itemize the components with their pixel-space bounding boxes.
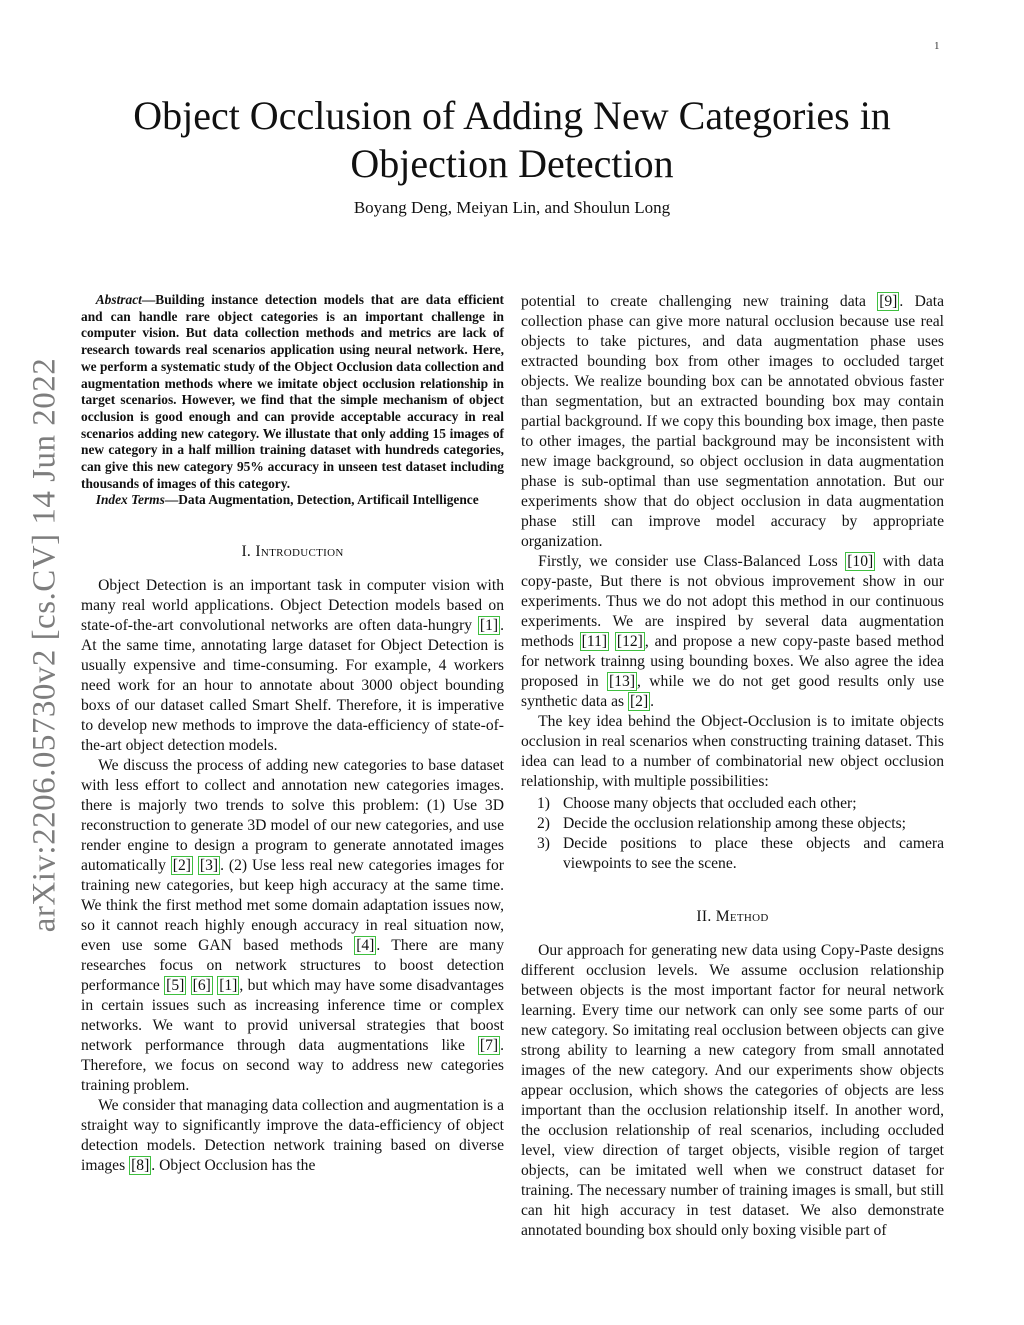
- list-item: 1) Choose many objects that occluded each other;: [537, 795, 857, 812]
- right-column: [521, 292, 944, 1241]
- author-list: Boyang Deng, Meiyan Lin, and Shoulun Long: [353, 198, 671, 217]
- section-heading-method: II. Method: [696, 908, 769, 925]
- index-terms: [81, 492, 504, 509]
- paper-title: Object Occlusion of Adding New Categories in Objection Detection: [133, 93, 891, 186]
- page-number: 1: [934, 40, 940, 52]
- possibilities-list: [521, 794, 944, 874]
- citation-link[interactable]: [1]: [219, 977, 238, 995]
- citation-link[interactable]: [10]: [847, 553, 874, 570]
- intro-paragraph-5: The key idea behind the Object-Occlusion is to imitate objects occlusion in real scenarios when constructing training dataset. This idea can lead to a number of combinatorial new object occlusion relationship, with multiple possibilities:: [521, 713, 944, 790]
- citation-link[interactable]: [13]: [609, 673, 636, 690]
- citation-link[interactable]: [5]: [166, 977, 185, 995]
- citation-link[interactable]: [9]: [879, 293, 898, 310]
- abstract: [81, 292, 504, 492]
- list-item: 2) Decide the occlusion relationship among these objects;: [537, 815, 906, 832]
- citation-link[interactable]: [6]: [192, 977, 211, 995]
- left-column: [81, 292, 504, 1176]
- arxiv-identifier-text: arXiv:2206.05730v2 [cs.CV] 14 Jun 2022: [26, 357, 63, 933]
- list-item: 3) Decide positions to place these objects and camera viewpoints to see the scene.: [537, 835, 944, 872]
- intro-paragraph-4: Firstly, we consider use Class-Balanced Loss [10] with data copy-paste, But there is not obvious improvement show in our experiments. Thus we do not adopt this method in our continuous experiments. We are inspired by several data augmentation methods [11] [12] , and propose a new copy-paste based method for network trainng using bounding boxes. We also agree the idea proposed in [13] , while we do not get good results only use synthetic data as [2] .: [521, 553, 945, 710]
- intro-paragraph-2: We discuss the process of adding new categories to base dataset with less effort to collect and annotation new categories images. there is majorly two trends to solve this problem: (1) Use 3D reconstruction to generate 3D model of our new categories, and use render engine to design a program to generate annotated images automatically [2] [3] . (2) Use less real new categories images for training new categories, but keep high accuracy at the same time. We think the first method met some domain adaptation issues now, so it cannot reach highly enough accuracy in real situation now, even use some GAN based methods [4] . There are many researches focus on network structures to boost detection performance [5] [6] [1] , but which may have some disadvantages in certain issues such as increasing inference time or complex networks. We want to provid universal strategies that boost network performance through data augmentations like [7] . Therefore, we focus on second way to address new categories training problem.: [81, 757, 504, 1095]
- intro-paragraph-3-continued: potential to create challenging new training data [9] . Data collection phase can give more natural occlusion because use real objects to take pictures, and data augmentation phase uses extracted bounding box from other images to occluded target objects. We realize bounding box can be annotated obvious faster than segmentation, but an extracted bounding box may contain partial background. If we copy this bounding box image, then paste to other images, the partial background may be inconsistent with new image background, so object occlusion in data augmentation phase is sub-optimal than use segmentation annotation. But our experiments show that do object occlusion in data augmentation phase still can improve model accuracy by appropriate organization.: [521, 293, 945, 550]
- citation-link[interactable]: [2]: [629, 693, 649, 710]
- citation-link[interactable]: [11]: [581, 633, 608, 650]
- citation-link[interactable]: [7]: [479, 1037, 499, 1055]
- citation-link[interactable]: [3]: [199, 857, 219, 875]
- section-heading-introduction: I. Introduction: [241, 543, 344, 561]
- abstract-text: —Building instance detection models that are data efficient and can handle rare object categories is an important challenge in computer vision. But data collection methods and metrics are lack of research towards real scenarios application using neural network. Here, we perform a systematic study of the Object Occlusion data collection and augmentation methods where we imitate object occlusion relationship in target scenarios. However, we find that the simple mechanism of object occlusion is good enough and can provide acceptable accuracy in real scenarios adding new category. We illustate that only adding 15 images of new category in a half million training dataset with hundreds categories, can give this new category 95% accuracy in unseen test dataset including thousands of images of this category.: [81, 292, 504, 491]
- arxiv-identifier: [20, 350, 70, 940]
- index-terms-text: —Data Augmentation, Detection, Artificail Intelligence: [164, 492, 479, 508]
- citation-link[interactable]: [2]: [172, 857, 191, 875]
- index-terms-label: Index Terms: [95, 492, 165, 508]
- citation-link[interactable]: [1]: [479, 617, 499, 635]
- citation-link[interactable]: [4]: [356, 937, 375, 955]
- intro-paragraph-1: Object Detection is an important task in computer vision with many real world applications. Object Detection models based on state-of-the-art convolutional networks are often data-hungry [1] . At the same time, annotating large dataset for Object Detection is usually expensive and time-consuming. For example, 4 workers need work for an hour to annotate about 3000 object bounding boxs of our dataset called Smart Shelf. Therefore, it is imperative to develop new methods to improve the data-efficiency of state-of-the-art object detection models.: [81, 577, 504, 755]
- intro-paragraph-3-start: We consider that managing data collection and augmentation is a straight way to significantly improve the data-efficiency of object detection models. Detection network training based on diverse images [8] . Object Occlusion has the: [81, 1097, 504, 1175]
- abstract-label: Abstract: [95, 292, 142, 307]
- citation-link[interactable]: [8]: [131, 1157, 150, 1175]
- method-paragraph-1: Our approach for generating new data using Copy-Paste designs different occlusion levels. We assume occlusion relationship between objects is the most important factor for neural network learning. Every time our network can only see some parts of our new category. So imitating real occlusion between objects can give strong ability to learning a new category from small annotated images of the new category. And our experiments show objects appear occlusion, which shows the categories of objects are less important than the occlusion relationship itself. In another word, the occlusion relationship of real scenarios, including occluded level, view direction of target objects, visible region of target objects, can be imitated well when we construct dataset for training. The necessary number of training images is small, but still can hit high accuracy in test dataset. We also demonstrate annotated bounding box should only boxing visible part of: [521, 942, 944, 1239]
- citation-link[interactable]: [12]: [616, 633, 643, 650]
